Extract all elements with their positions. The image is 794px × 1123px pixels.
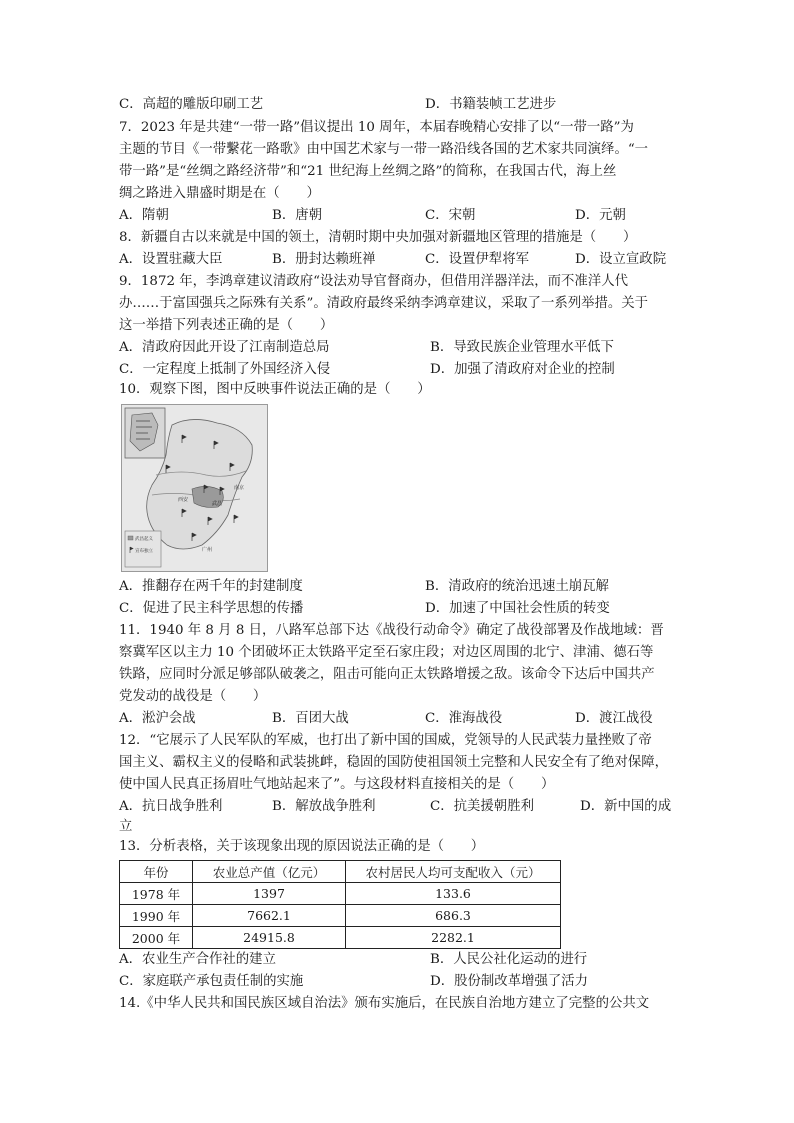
table-cell: 133.6 (346, 883, 561, 905)
q12-stem-line: 使中国人民真正扬眉吐气地站起来了”。与这段材料直接相关的是（ ） (119, 777, 555, 792)
q8-stem-line: 8．新疆自古以来就是中国的领土，清朝时期中央加强对新疆地区管理的措施是（ ） (119, 230, 637, 245)
q13-option-b: B．人民公社化运动的进行 (430, 952, 588, 967)
table-header-cell: 农村居民人均可支配收入（元） (346, 861, 561, 883)
q12-option-b: B．解放战争胜利 (272, 799, 376, 814)
q9-stem-line: 办……于富国强兵之际殊有关系”。清政府最终采纳李鸿章建议，采取了一系列举措。关于 (119, 296, 649, 311)
q9-option-a: A．清政府因此开设了江南制造总局 (119, 340, 330, 355)
table-row (120, 927, 561, 949)
q13-option-c: C．家庭联产承包责任制的实施 (119, 974, 304, 989)
table-row (120, 905, 561, 927)
table-header-cell: 年份 (120, 861, 193, 883)
q13-option-a: A．农业生产合作社的建立 (119, 952, 276, 967)
q11-option-a: A．淞沪会战 (119, 711, 196, 726)
q12-option-c: C．抗美援朝胜利 (430, 799, 534, 814)
q11-stem-line: 铁路，应同时分派足够部队破袭之，阻击可能向正太铁路增援之敌。该命令下达后中国共产 (119, 667, 655, 682)
q8-option-b: B．册封达赖班禅 (272, 252, 376, 267)
legend-label-independence: 宣布独立 (135, 549, 153, 554)
q11-option-c: C．淮海战役 (425, 711, 503, 726)
q8-option-c: C．设置伊犁将军 (425, 252, 529, 267)
map-label-xian: 西安 (178, 497, 189, 503)
map-label-wuchang: 武昌 (212, 501, 223, 507)
table-header-row (120, 861, 561, 883)
agriculture-data-table (119, 860, 561, 949)
q9-option-c: C．一定程度上抵制了外国经济入侵 (119, 362, 331, 377)
revolution-map (121, 404, 268, 572)
q11-option-b: B．百团大战 (272, 711, 349, 726)
q11-option-d: D．渡江战役 (575, 711, 653, 726)
q11-stem-line: 察冀军区以主力 10 个团破坏正太铁路平定至石家庄段；对边区周围的北宁、津浦、德石等 (119, 645, 654, 660)
q12-stem-line: 12．“它展示了人民军队的军威，也打出了新中国的国威，党领导的人民武装力量挫败了帝 (119, 733, 652, 748)
q7-stem-line: 7．2023 年是共建“一带一路”倡议提出 10 周年，本届春晚精心安排了以“一带一路”为 (119, 120, 634, 135)
legend-label-uprising: 武昌起义 (135, 537, 153, 542)
table-cell: 2282.1 (346, 927, 561, 949)
table-cell: 2000 年 (120, 927, 193, 949)
q7-stem-line: 主题的节目《一带繫花一路歌》由中国艺术家与一带一路沿线各国的艺术家共同演绎。“一 (119, 142, 649, 157)
q11-stem-line: 11．1940 年 8 月 8 日，八路军总部下达《战役行动命令》确定了战役部署及作战地域：晋 (119, 623, 664, 638)
q11-stem-line: 党发动的战役是（ ） (119, 689, 267, 704)
q10-option-c: C．促进了民主科学思想的传播 (119, 601, 304, 616)
table-row (120, 883, 561, 905)
q10-stem-line: 10．观察下图，图中反映事件说法正确的是（ ） (119, 382, 431, 397)
q9-option-d: D．加强了清政府对企业的控制 (430, 362, 615, 377)
q6-option-d: D．书籍装帧工艺进步 (425, 97, 557, 112)
q13-stem-line: 13．分析表格，关于该现象出现的原因说法正确的是（ ） (119, 839, 485, 854)
q12-stem-line: 国主义、霸权主义的侵略和武装挑衅，稳固的国防使祖国领土完整和人民安全有了绝对保障， (119, 755, 669, 770)
table-header-cell: 农业总产值（亿元） (193, 861, 346, 883)
q6-option-c: C．高超的雕版印刷工艺 (119, 97, 264, 112)
map-label-nanjing: 南京 (234, 485, 245, 491)
q8-option-d: D．设立宣政院 (575, 252, 667, 267)
q10-option-b: B．清政府的统治迅速土崩瓦解 (425, 579, 609, 594)
q10-option-a: A．推翻存在两千年的封建制度 (119, 579, 303, 594)
q7-stem-line: 带一路”是“丝绸之路经济带”和“21 世纪海上丝绸之路”的简称，在我国古代，海上丝 (119, 164, 617, 179)
table-cell: 1978 年 (120, 883, 193, 905)
table-cell: 7662.1 (193, 905, 346, 927)
q12-option-a: A．抗日战争胜利 (119, 799, 223, 814)
q10-option-d: D．加速了中国社会性质的转变 (425, 601, 610, 616)
map-drawing (122, 405, 267, 571)
q9-option-b: B．导致民族企业管理水平低下 (430, 340, 614, 355)
q8-option-a: A．设置驻藏大臣 (119, 252, 223, 267)
table-cell: 686.3 (346, 905, 561, 927)
map-label-guangzhou: 广州 (202, 547, 213, 553)
q7-option-d: D．元朝 (575, 208, 626, 223)
q7-option-b: B．唐朝 (272, 208, 323, 223)
q7-stem-line: 绸之路进入鼎盛时期是在（ ） (119, 186, 320, 201)
table-cell: 24915.8 (193, 927, 346, 949)
q7-option-a: A．隋朝 (119, 208, 169, 223)
q13-option-d: D．股份制改革增强了活力 (430, 974, 589, 989)
q12-option-d-wrap: 立 (119, 819, 133, 834)
table-cell: 1990 年 (120, 905, 193, 927)
q7-option-c: C．宋朝 (425, 208, 476, 223)
table-cell: 1397 (193, 883, 346, 905)
q9-stem-line: 9．1872 年，李鸿章建议清政府“设法劝导官督商办，但借用洋器洋法，而不准洋人代 (119, 274, 628, 289)
q14-stem-line: 14.《中华人民共和国民族区域自治法》颁布实施后，在民族自治地方建立了完整的公共文 (119, 996, 650, 1011)
q9-stem-line: 这一举措下列表述正确的是（ ） (119, 318, 334, 333)
q12-option-d: D．新中国的成 (580, 799, 672, 814)
